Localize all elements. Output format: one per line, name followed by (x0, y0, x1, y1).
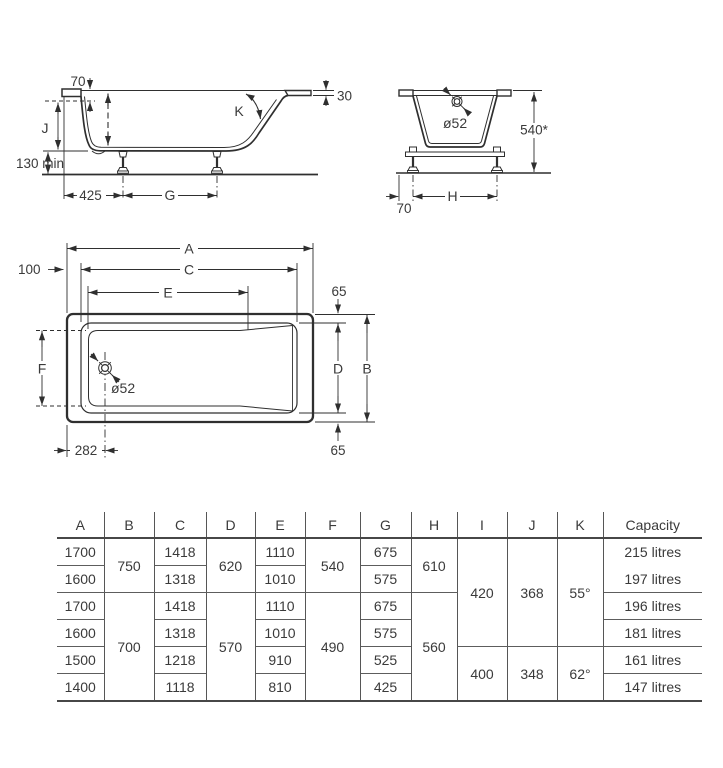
cell-a: 1600 (57, 566, 104, 593)
cell-capacity: 196 litres (603, 593, 702, 620)
side-angle-k-label: K (234, 103, 244, 119)
cell-e: 1010 (255, 620, 305, 647)
cell-capacity: 215 litres (603, 538, 702, 566)
header-h: H (411, 512, 457, 538)
cell-b: 700 (104, 593, 154, 702)
plan-left-rim-width-label: 100 (18, 262, 41, 277)
plan-overall-length-a-label: A (184, 240, 194, 257)
plan-inner-width-d-label: D (332, 360, 344, 377)
cell-e: 810 (255, 674, 305, 702)
cell-f: 540 (305, 538, 360, 593)
plan-inner-length-c-label: C (183, 261, 195, 278)
header-d: D (206, 512, 255, 538)
table-row (57, 593, 702, 620)
cell-c: 1418 (154, 538, 206, 566)
end-leg-spacing-h-label: H (447, 188, 458, 204)
cell-k: 55° (557, 538, 603, 647)
plan-top-rim-width-label: 65 (331, 284, 347, 299)
leg (118, 152, 129, 174)
cell-h: 610 (411, 538, 457, 593)
header-capacity: Capacity (603, 512, 702, 538)
plan-bottom-rim-width-label: 65 (330, 443, 346, 458)
leg (408, 157, 419, 173)
left-rim (62, 89, 81, 97)
cell-f: 490 (305, 593, 360, 702)
header-g: G (360, 512, 411, 538)
cell-e: 1010 (255, 566, 305, 593)
end-drain-diameter-label: ø52 (443, 115, 468, 131)
side-depth-j-label: J (41, 120, 49, 136)
plan-floor-width-f-label: F (37, 360, 47, 377)
plan-drain-diameter-label: ø52 (111, 380, 136, 396)
header-e: E (255, 512, 305, 538)
table-row (57, 538, 702, 566)
header-b: B (104, 512, 154, 538)
side-floor-clearance-label: 130 min (16, 156, 65, 171)
cell-j: 348 (507, 647, 557, 702)
cell-capacity: 181 litres (603, 620, 702, 647)
plan-drain-offset-label: 282 (74, 443, 98, 458)
cell-c: 1318 (154, 566, 206, 593)
table-row (57, 620, 702, 647)
table-row (57, 647, 702, 674)
left-rim (399, 90, 413, 96)
cell-c: 1318 (154, 620, 206, 647)
cell-i: 400 (457, 647, 507, 702)
end-view (386, 89, 552, 217)
cell-a: 1400 (57, 674, 104, 702)
cell-h: 560 (411, 593, 457, 702)
cell-b: 750 (104, 538, 154, 593)
cell-a: 1500 (57, 647, 104, 674)
header-c: C (154, 512, 206, 538)
tub-outline-outer (81, 96, 288, 152)
tub-outline-inner (85, 97, 277, 148)
table-row (57, 674, 702, 702)
leg (492, 157, 503, 173)
header-f: F (305, 512, 360, 538)
cell-a: 1600 (57, 620, 104, 647)
cell-e: 1110 (255, 593, 305, 620)
cell-g: 575 (360, 566, 411, 593)
cell-c: 1418 (154, 593, 206, 620)
cell-g: 675 (360, 593, 411, 620)
leg (212, 152, 223, 174)
cell-capacity: 161 litres (603, 647, 702, 674)
cell-g: 675 (360, 538, 411, 566)
cell-capacity: 197 litres (603, 566, 702, 593)
side-rim-drop-label: 70 (70, 74, 86, 89)
drain-symbol (444, 89, 470, 115)
leg-mount (494, 147, 501, 152)
cell-g: 425 (360, 674, 411, 702)
cell-e: 1110 (255, 538, 305, 566)
table-header-row (57, 512, 702, 538)
cell-j: 368 (507, 538, 557, 647)
cell-k: 62° (557, 647, 603, 702)
header-k: K (557, 512, 603, 538)
cell-g: 575 (360, 620, 411, 647)
side-rim-thickness-label: 30 (337, 88, 353, 104)
cell-g: 525 (360, 647, 411, 674)
dimensions-table (57, 512, 702, 702)
cell-a: 1700 (57, 538, 104, 566)
header-j: J (507, 512, 557, 538)
right-rim (497, 90, 511, 96)
header-a: A (57, 512, 104, 538)
angle-arc (246, 94, 261, 119)
side-dim-425-label: 425 (79, 188, 102, 203)
cell-d: 620 (206, 538, 255, 593)
cell-i: 420 (457, 538, 507, 647)
cell-a: 1700 (57, 593, 104, 620)
plan-floor-length-e-label: E (163, 284, 173, 301)
support-rail (406, 152, 505, 157)
cell-e: 910 (255, 647, 305, 674)
plan-overall-width-b-label: B (362, 360, 372, 377)
right-rim (285, 91, 311, 96)
plan-view (18, 241, 375, 459)
cell-capacity: 147 litres (603, 674, 702, 702)
side-leg-spacing-g-label: G (164, 187, 176, 203)
cell-c: 1218 (154, 647, 206, 674)
side-view (16, 74, 352, 203)
header-i: I (457, 512, 507, 538)
end-overall-height-label: 540* (520, 122, 548, 138)
table-row (57, 566, 702, 593)
end-side-offset-label: 70 (396, 201, 412, 216)
cell-c: 1118 (154, 674, 206, 702)
cell-d: 570 (206, 593, 255, 702)
leg-mount (410, 147, 417, 152)
